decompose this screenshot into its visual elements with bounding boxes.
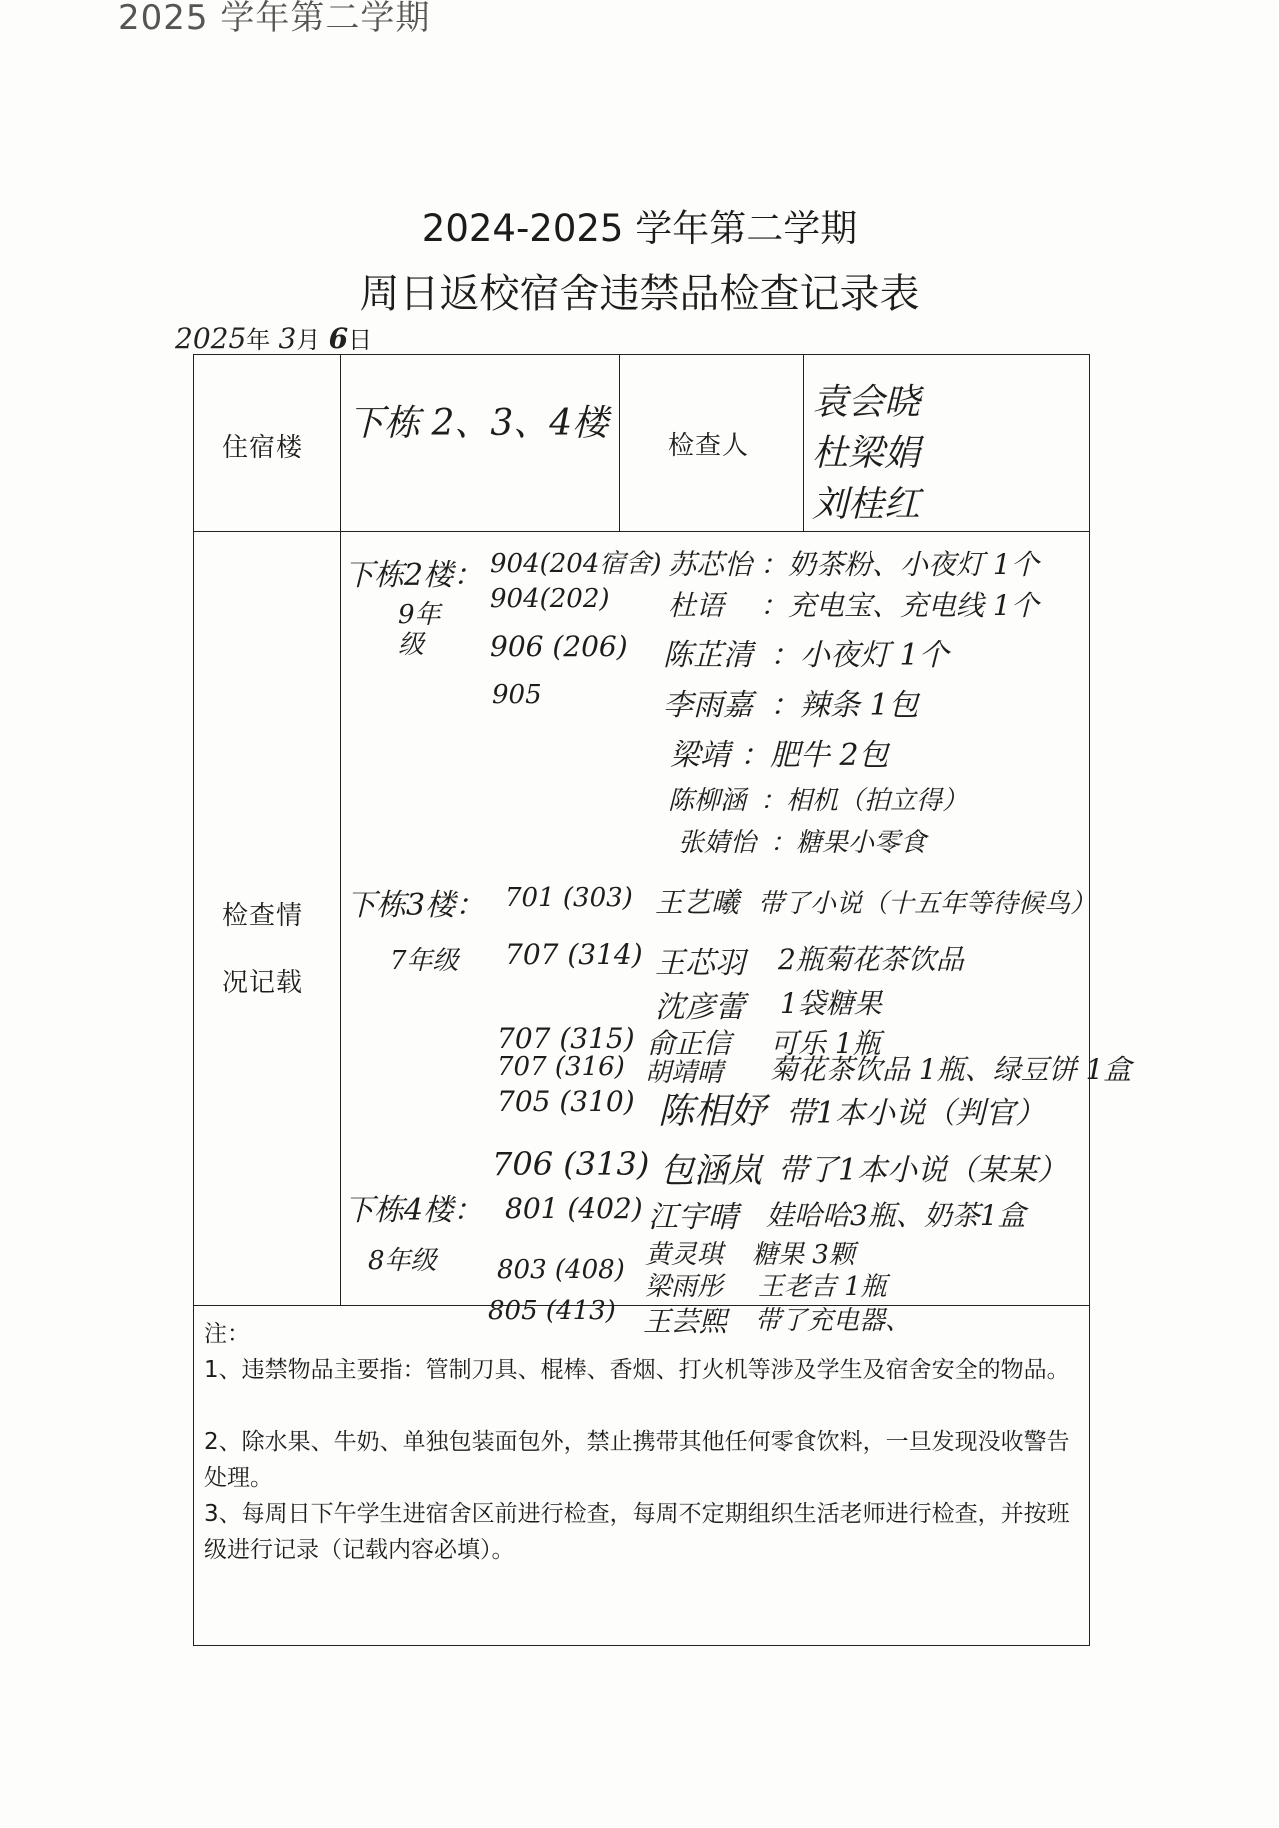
note-item-1: 1、违禁物品主要指：管制刀具、棍棒、香烟、打火机等涉及学生及宿舍安全的物品。: [204, 1357, 1070, 1383]
entry-room: 906 (206): [490, 630, 628, 663]
entry-items: 王老吉 1瓶: [758, 1272, 887, 1302]
entry-room: 701 (303): [505, 883, 633, 913]
inspector-2: 杜梁娟: [812, 433, 921, 474]
record-label-line2: 况记载: [222, 968, 304, 998]
entry-items: ：相机（拍立得）: [760, 786, 969, 816]
entry-items: 带1本小说（判官）: [786, 1096, 1046, 1131]
notes-heading: 注：: [204, 1321, 250, 1347]
floor-4-label: 下栋4楼：: [344, 1193, 484, 1228]
entry-student: 王芯羽: [655, 946, 745, 981]
entry-student: 黄灵琪: [645, 1240, 724, 1270]
floor-3-grade: 7年级: [390, 946, 459, 976]
entry-items: 娃哈哈3瓶、奶茶1盒: [766, 1199, 1026, 1232]
col-divider-inspector: [803, 354, 804, 531]
floor-3-label: 下栋3楼：: [346, 888, 486, 923]
note-item-2: 2、除水果、牛奶、单独包装面包外，禁止携带其他任何零食饮料，一旦发现没收警告处理。: [204, 1429, 1070, 1491]
entry-items: ：辣条 1包: [770, 688, 919, 723]
entry-items: 2瓶菊花茶饮品: [778, 943, 964, 976]
entry-room: 801 (402): [505, 1192, 643, 1225]
entry-student: 胡靖晴: [645, 1058, 724, 1088]
entry-items: 带了充电器、: [755, 1306, 912, 1336]
floor-2-label: 下栋2楼：: [344, 558, 484, 593]
entry-student: 王艺曦: [655, 886, 740, 919]
entry-room: 707 (314): [505, 938, 643, 971]
title-form: 周日返校宿舍违禁品检查记录表: [359, 271, 920, 317]
entry-room: 707 (315): [497, 1022, 635, 1055]
header-fragment: 2025 学年第二学期: [118, 0, 431, 38]
entry-items: ：充电宝、充电线 1个: [760, 589, 1039, 622]
entry-items: ：小夜灯 1个: [770, 638, 949, 673]
floor-4-grade: 8年级: [368, 1246, 437, 1276]
entry-items: 可乐 1瓶: [770, 1027, 881, 1060]
entry-items: 带了1本小说（某某）: [778, 1153, 1068, 1188]
floor-2-grade: 9年级: [398, 600, 441, 660]
entry-student: 杜语: [668, 589, 725, 622]
inspector-label: 检查人: [668, 431, 750, 461]
col-divider-building: [619, 354, 620, 531]
inspector-3: 刘桂红: [812, 484, 921, 525]
entry-student: 沈彦蕾: [655, 990, 745, 1025]
date-month-unit: 月: [296, 326, 321, 354]
date-year: 2025: [175, 322, 247, 355]
building-value: 下栋 2、3、4楼: [348, 403, 609, 444]
date-day-unit: 日: [348, 326, 373, 354]
date-day: 6: [328, 322, 349, 355]
entry-items: ：奶茶粉、小夜灯 1个: [760, 548, 1039, 581]
entry-student: 陈柳涵: [668, 786, 747, 816]
date-line: [175, 320, 372, 355]
note-item-3: 3、每周日下午学生进宿舍区前进行检查，每周不定期组织生活老师进行检查，并按班级进行记录（记载内容必填）。: [204, 1501, 1070, 1563]
title-semester: 2024-2025 学年第二学期: [421, 207, 858, 250]
building-label: 住宿楼: [222, 433, 304, 463]
col-divider-label: [340, 354, 341, 1305]
entry-items: 1袋糖果: [780, 987, 882, 1020]
entry-items: ：糖果小零食: [770, 828, 927, 858]
entry-items: ：肥牛 2包: [740, 738, 889, 773]
entry-room: 705 (310): [497, 1085, 635, 1118]
entry-room: 904(202): [490, 584, 610, 614]
entry-student: 陈相妤: [658, 1091, 767, 1132]
entry-student: 梁雨彤: [645, 1272, 724, 1302]
entry-room: 707 (316): [497, 1052, 625, 1082]
date-year-unit: 年: [246, 326, 271, 354]
entry-items: 带了小说（十五年等待候鸟）: [758, 889, 1097, 919]
entry-room: 905: [492, 680, 542, 710]
inspector-1: 袁会晓: [812, 382, 921, 423]
entry-student: 包涵岚: [660, 1151, 762, 1191]
entry-room: 803 (408): [497, 1255, 625, 1285]
entry-student: 王芸熙: [643, 1305, 728, 1338]
entry-room: 904(204宿舍): [490, 549, 662, 579]
entry-student: 张婧怡: [678, 828, 757, 858]
entry-student: 江宇晴: [648, 1200, 738, 1235]
entry-student: 俞正信: [647, 1027, 732, 1060]
row-divider-notes: [193, 1305, 1090, 1306]
entry-student: 李雨嘉: [663, 688, 753, 723]
entry-room: 706 (313): [492, 1145, 650, 1183]
entry-student: 苏芯怡: [668, 548, 753, 581]
entry-items: 菊花茶饮品 1瓶、绿豆饼 1盒: [770, 1053, 1132, 1086]
row-divider-header: [193, 531, 1090, 532]
entry-student: 梁靖: [670, 738, 730, 773]
entry-student: 陈芷清: [663, 638, 753, 673]
date-month: 3: [278, 322, 297, 355]
record-label-line1: 检查情: [222, 901, 304, 931]
entry-room: 805 (413): [488, 1296, 616, 1326]
entry-items: 糖果 3颗: [752, 1240, 855, 1270]
